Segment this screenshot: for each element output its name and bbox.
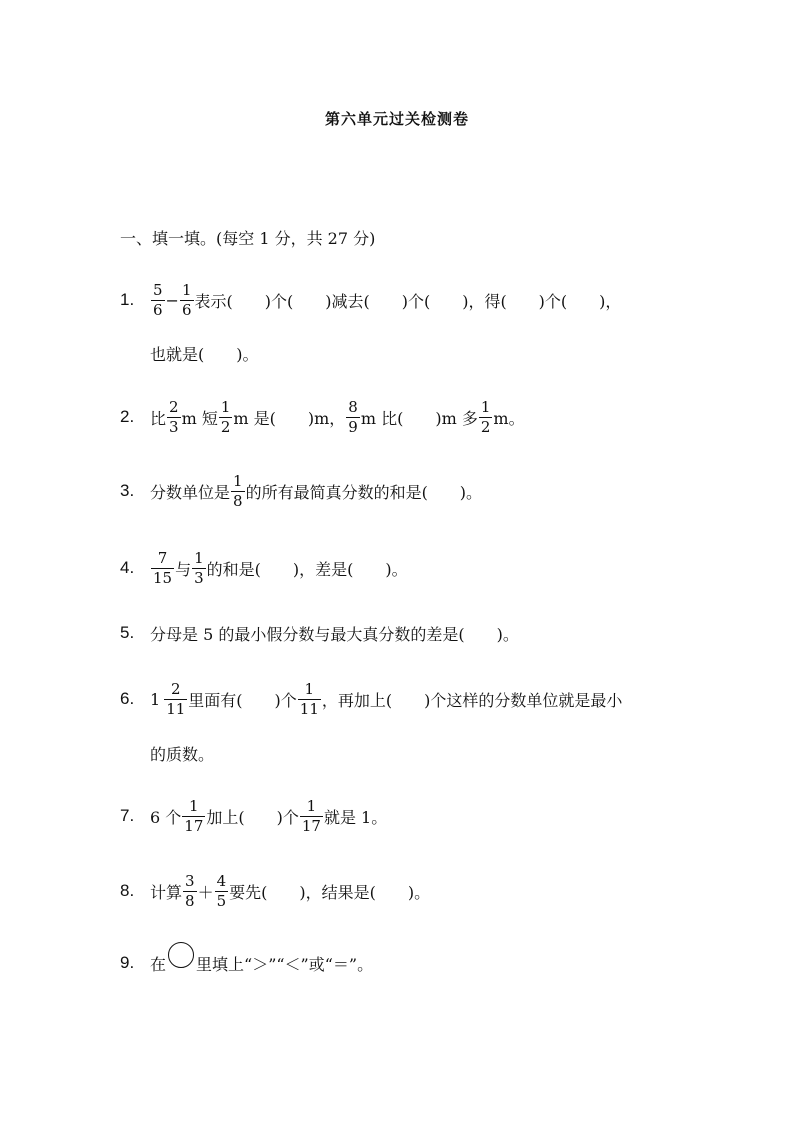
question-8: [120, 868, 430, 914]
minus-sign: −: [165, 290, 179, 310]
fraction: $\frac{3}{8}$: [185, 871, 195, 910]
mixed-number-integer: 1: [150, 689, 161, 709]
question-text: 分数单位是: [150, 482, 231, 502]
question-text: 表示( )个( )减去( )个( )，得( )个( )，: [194, 291, 622, 311]
question-text: m 短: [181, 408, 218, 428]
question-number: 1.: [120, 290, 135, 309]
question-number: 9.: [120, 953, 135, 972]
question-text: 分母是 5 的最小假分数与最大真分数的差是( )。: [150, 624, 519, 644]
question-text: 就是 1。: [323, 807, 388, 827]
question-text: 的所有最简真分数的和是( )。: [245, 482, 483, 502]
fraction: $\frac{4}{5}$: [216, 871, 227, 910]
question-text: 要先( )，结果是( )。: [229, 882, 431, 902]
question-number: 4.: [120, 558, 135, 577]
fraction: $\frac{1}{17}$: [184, 796, 204, 835]
fraction: $\frac{1}{8}$: [233, 471, 243, 510]
question-number: 8.: [120, 881, 135, 900]
question-text: 与: [175, 559, 192, 579]
question-number: 6.: [120, 689, 135, 708]
page-title: 第六单元过关检测卷: [324, 110, 469, 128]
plus-sign: ＋: [197, 882, 214, 902]
question-text: m 是( )m，: [233, 408, 346, 428]
question-text: 6 个: [150, 807, 182, 827]
fraction: $\frac{1}{3}$: [194, 548, 204, 587]
question-3: [120, 468, 482, 514]
fraction: $\frac{8}{9}$: [348, 397, 358, 436]
section-heading: 一、填一填。(每空 1 分，共 27 分): [120, 229, 376, 248]
question-6: [120, 676, 622, 722]
question-number: 3.: [120, 481, 135, 500]
question-1-continuation: 也就是( )。: [150, 345, 259, 364]
question-text: 计算: [150, 882, 183, 902]
question-text: 加上( )个: [206, 807, 299, 827]
question-text: ，再加上( )个这样的分数单位就是最小: [321, 690, 623, 710]
fraction: $\frac{1}{2}$: [480, 397, 491, 436]
question-number: 5.: [120, 623, 135, 642]
fraction: $\frac{1}{11}$: [299, 679, 319, 718]
fraction: $\frac{1}{6}$: [181, 280, 192, 319]
question-text: 比: [150, 408, 167, 428]
question-2: [120, 394, 525, 440]
question-text: m 比( )m 多: [360, 408, 478, 428]
question-text: m。: [493, 408, 525, 428]
fraction: $\frac{1}{2}$: [220, 397, 231, 436]
fraction: $\frac{2}{11}$: [166, 679, 186, 718]
question-number: 7.: [120, 806, 135, 825]
question-7: [120, 793, 387, 839]
question-6-continuation: 的质数。: [150, 745, 215, 764]
question-text: 在: [150, 954, 167, 974]
question-number: 2.: [120, 407, 135, 426]
fraction: $\frac{2}{3}$: [169, 397, 179, 436]
fraction: $\frac{1}{17}$: [301, 796, 321, 835]
question-text: 里面有( )个: [188, 690, 297, 710]
question-4: [120, 545, 408, 591]
fraction: $\frac{7}{15}$: [153, 548, 173, 587]
question-5: [120, 610, 519, 656]
question-text: 里填上“＞”“＜”或“＝”。: [196, 954, 374, 974]
question-text: 的和是( )，差是( )。: [206, 559, 408, 579]
fraction: $\frac{5}{6}$: [153, 280, 163, 319]
question-1: [120, 277, 621, 323]
question-9: [120, 940, 373, 986]
comparison-circle-icon: [168, 942, 194, 968]
